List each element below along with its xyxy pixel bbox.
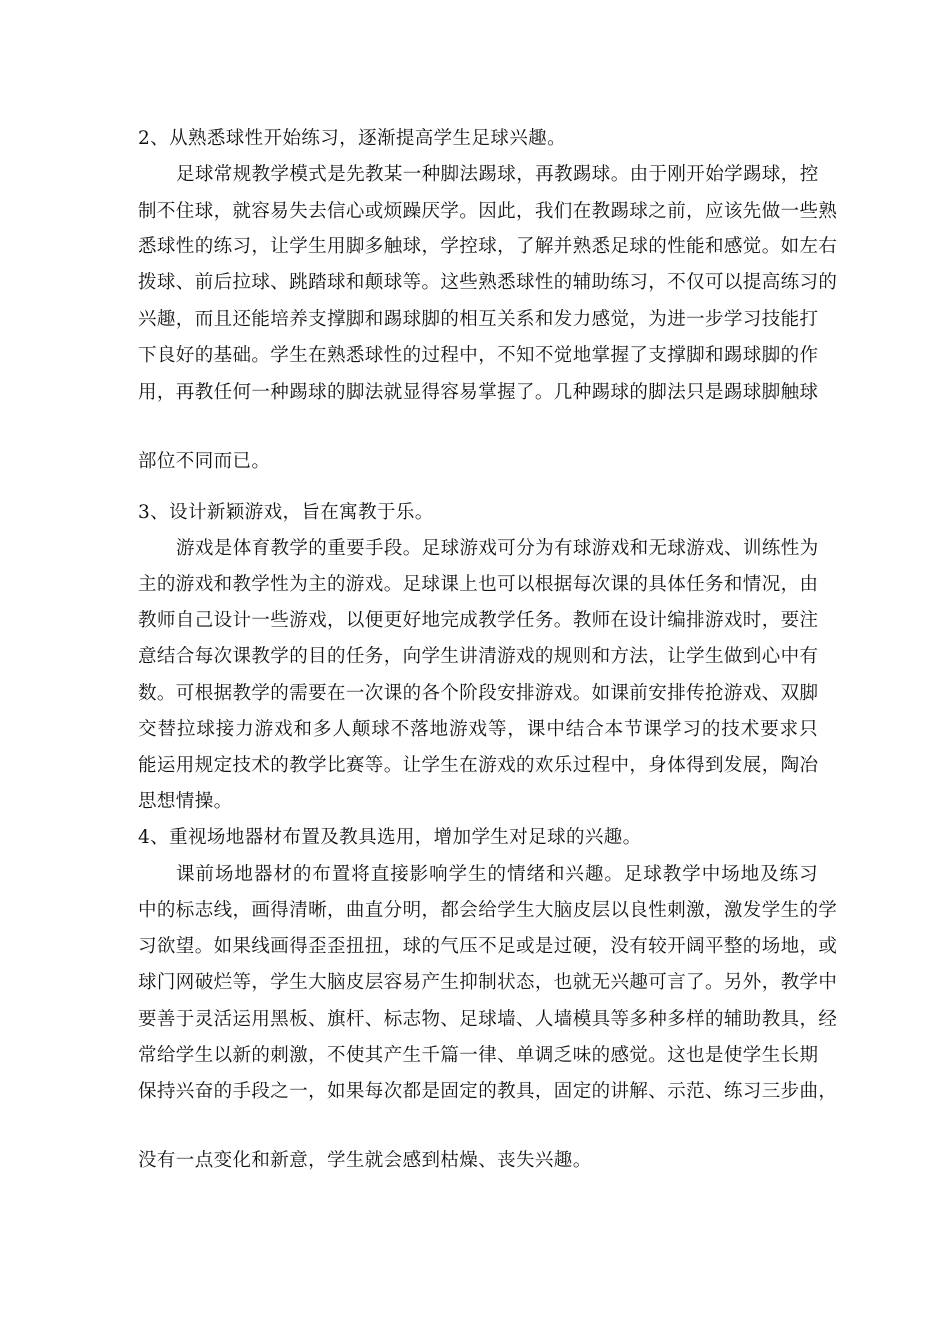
paragraph-line: 交替拉球接力游戏和多人颠球不落地游戏等，课中结合本节课学习的技术要求只 xyxy=(138,719,818,740)
paragraph-line: 能运用规定技术的教学比赛等。让学生在游戏的欢乐过程中，身体得到发展，陶冶 xyxy=(138,755,819,776)
paragraph-line: 足球常规教学模式是先教某一种脚法踢球，再教踢球。由于刚开始学踢球，控 xyxy=(176,164,819,185)
paragraph-line: 游戏是体育教学的重要手段。足球游戏可分为有球游戏和无球游戏、训练性为 xyxy=(176,538,819,559)
paragraph-line: 数。可根据教学的需要在一次课的各个阶段安排游戏。如课前安排传抢游戏、双脚 xyxy=(138,683,819,704)
paragraph-line: 意结合每次课教学的目的任务，向学生讲清游戏的规则和方法，让学生做到心中有 xyxy=(138,646,819,667)
paragraph-line: 悉球性的练习，让学生用脚多触球，学控球，了解并熟悉足球的性能和感觉。如左右 xyxy=(138,236,838,257)
paragraph-line: 中的标志线，画得清晰，曲直分明，都会给学生大脑皮层以良性刺激，激发学生的学 xyxy=(138,900,838,921)
section-heading: 3、设计新颖游戏，旨在寓教于乐。 xyxy=(138,502,434,523)
paragraph-line: 部位不同而已。 xyxy=(138,451,271,472)
paragraph-line: 要善于灵活运用黑板、旗杆、标志物、足球墙、人墙模具等多种多样的辅助教具，经 xyxy=(138,1009,838,1030)
paragraph-line: 没有一点变化和新意，学生就会感到枯燥、丧失兴趣。 xyxy=(138,1150,592,1171)
paragraph-line: 思想情操。 xyxy=(138,791,233,812)
paragraph-line: 拨球、前后拉球、跳踏球和颠球等。这些熟悉球性的辅助练习，不仅可以提高练习的 xyxy=(138,272,838,293)
paragraph-line: 主的游戏和教学性为主的游戏。足球课上也可以根据每次课的具体任务和情况，由 xyxy=(138,574,819,595)
paragraph-line: 保持兴奋的手段之一，如果每次都是固定的教具，固定的讲解、示范、练习三步曲， xyxy=(138,1081,838,1102)
paragraph-line: 常给学生以新的刺激，不使其产生千篇一律、单调乏味的感觉。这也是使学生长期 xyxy=(138,1045,819,1066)
paragraph-line: 制不住球，就容易失去信心或烦躁厌学。因此，我们在教踢球之前，应该先做一些熟 xyxy=(138,201,838,222)
paragraph-line: 用，再教任何一种踢球的脚法就显得容易掌握了。几种踢球的脚法只是踢球脚触球 xyxy=(138,382,819,403)
paragraph-line: 兴趣，而且还能培养支撑脚和踢球脚的相互关系和发力感觉，为进一步学习技能打 xyxy=(138,309,819,330)
paragraph-line: 习欲望。如果线画得歪歪扭扭，球的气压不足或是过硬，没有较开阔平整的场地，或 xyxy=(138,936,838,957)
paragraph-line: 教师自己设计一些游戏，以便更好地完成教学任务。教师在设计编排游戏时，要注 xyxy=(138,610,819,631)
paragraph-line: 下良好的基础。学生在熟悉球性的过程中，不知不觉地掌握了支撑脚和踢球脚的作 xyxy=(138,345,819,366)
section-heading: 2、从熟悉球性开始练习，逐渐提高学生足球兴趣。 xyxy=(138,128,566,149)
paragraph-line: 球门网破烂等，学生大脑皮层容易产生抑制状态，也就无兴趣可言了。另外，教学中 xyxy=(138,972,838,993)
paragraph-line: 课前场地器材的布置将直接影响学生的情绪和兴趣。足球教学中场地及练习 xyxy=(176,864,818,885)
section-heading: 4、重视场地器材布置及教具选用，增加学生对足球的兴趣。 xyxy=(138,827,642,848)
